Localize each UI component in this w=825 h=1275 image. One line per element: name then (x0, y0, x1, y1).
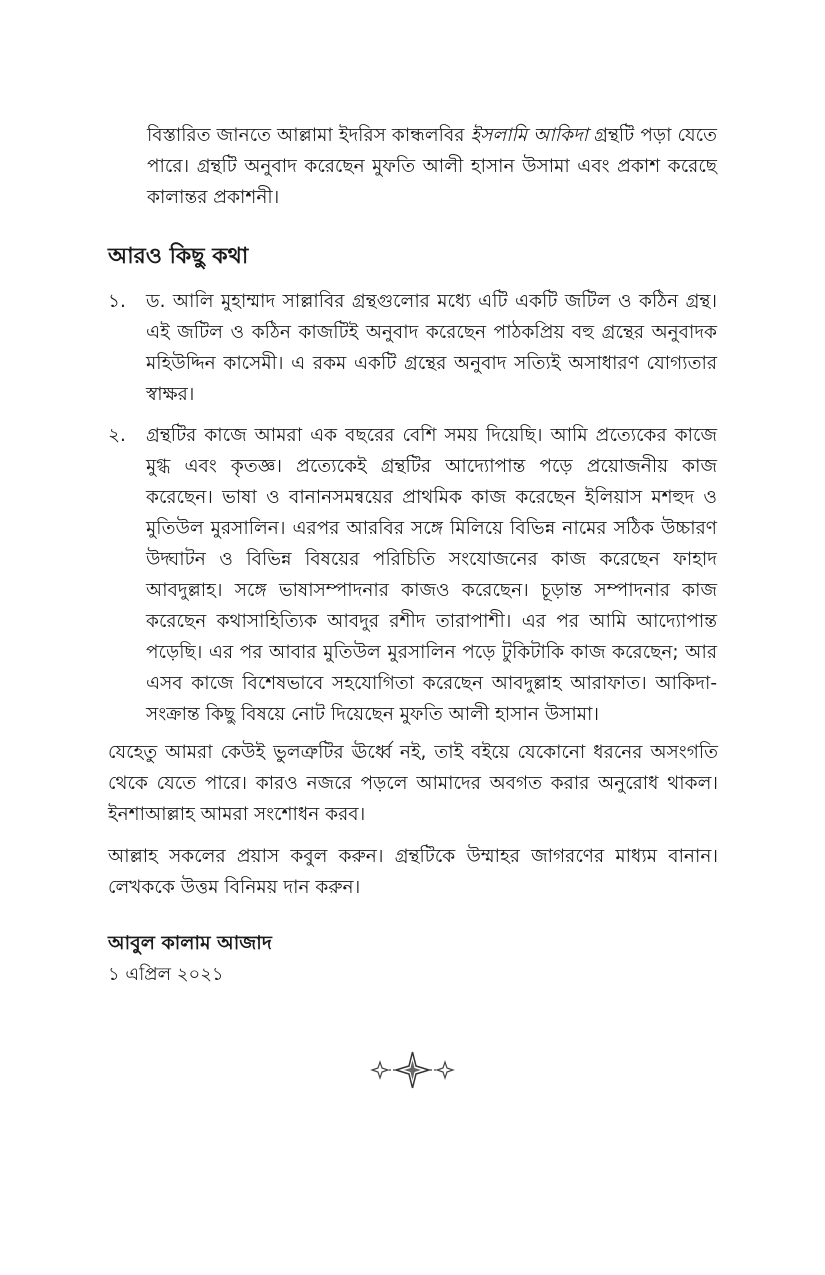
intro-paragraph (147, 120, 717, 213)
book-title: ইসলামি আকিদা (470, 125, 589, 146)
intro-text-after: গ্রন্থটি পড়া যেতে পারে। গ্রন্থটি অনুবাদ করেছেন মুফতি আলী হাসান উসামা এবং প্রকাশ করেছে কালান্তর প্রকাশনী। (147, 125, 717, 208)
list-item-text: ড. আলি মুহাম্মাদ সাল্লাবির গ্রন্থগুলোর মধ্যে এটি একটি জটিল ও কঠিন গ্রন্থ। এই জটিল ও কঠিন কাজটিই অনুবাদ করেছেন পাঠকপ্রিয় বহু গ্রন্থের অনুবাদক মহিউদ্দিন কাসেমী। এ রকম একটি গ্রন্থের অনুবাদ সত্যিই অসাধারণ যোগ্যতার স্বাক্ষর। (146, 291, 717, 405)
list-item (108, 286, 718, 410)
list-item-number: ২. (108, 425, 126, 446)
list-item-text: গ্রন্থটির কাজে আমরা এক বছরের বেশি সময় দিয়েছি। আমি প্রত্যেকের কাজে মুগ্ধ এবং কৃতজ্ঞ। প্রত্যেকেই গ্রন্থটির আদ্যোপান্ত পড়ে প্রয়োজনীয় কাজ করেছেন। ভাষা ও বানানসমন্বয়ের প্রাথমিক কাজ করেছেন ইলিয়াস মশহুদ ও মুতিউল মুরসালিন। এরপর আরবির সঙ্গে মিলিয়ে বিভিন্ন নামের সঠিক উচ্চারণ উদ্ঘাটন ও বিভিন্ন বিষয়ের পরিচিতি সংযোজনের কাজ করেছেন ফাহাদ আবদুল্লাহ। সঙ্গে ভাষাসম্পাদনার কাজও করেছেন। চূড়ান্ত সম্পাদনার কাজ করেছেন কথাসাহিত্যিক আবদুর রশীদ তারাপাশী। এর পর আমি আদ্যোপান্ত পড়েছি। এর পর আবার মুতিউল মুরসালিন পড়ে টুকিটাকি কাজ করেছেন; আর এসব কাজে বিশেষভাবে সহযোগিতা করেছেন আবদুল্লাহ আরাফাত। আকিদা-সংক্রান্ত কিছু বিষয়ে নোট দিয়েছেন মুফতি আলী হাসান উসামা। (146, 425, 717, 725)
list-item-number: ১. (108, 291, 126, 312)
list-item (108, 420, 718, 730)
body-paragraph-errata: যেহেতু আমরা কেউই ভুলত্রুটির ঊর্ধ্বে নই, তাই বইয়ে যেকোনো ধরনের অসংগতি থেকে যেতে পারে। কারও নজরে পড়লে আমাদের অবগত করার অনুরোধ থাকল। ইনশাআল্লাহ আমরা সংশোধন করব। (108, 742, 718, 825)
ornament-stars-icon (365, 1050, 460, 1090)
section-heading: আরও কিছু কথা (108, 244, 249, 269)
signature-date: ১ এপ্রিল ২০২১ (108, 964, 224, 985)
signature-name: আবুল কালাম আজাদ (108, 932, 272, 954)
body-paragraph-prayer: আল্লাহ সকলের প্রয়াস কবুল করুন। গ্রন্থটিকে উম্মাহর জাগরণের মাধ্যম বানান। লেখককে উত্তম বিনিময় দান করুন। (108, 846, 718, 898)
intro-text-before: বিস্তারিত জানতে আল্লামা ইদরিস কান্ধলবির (147, 125, 471, 146)
